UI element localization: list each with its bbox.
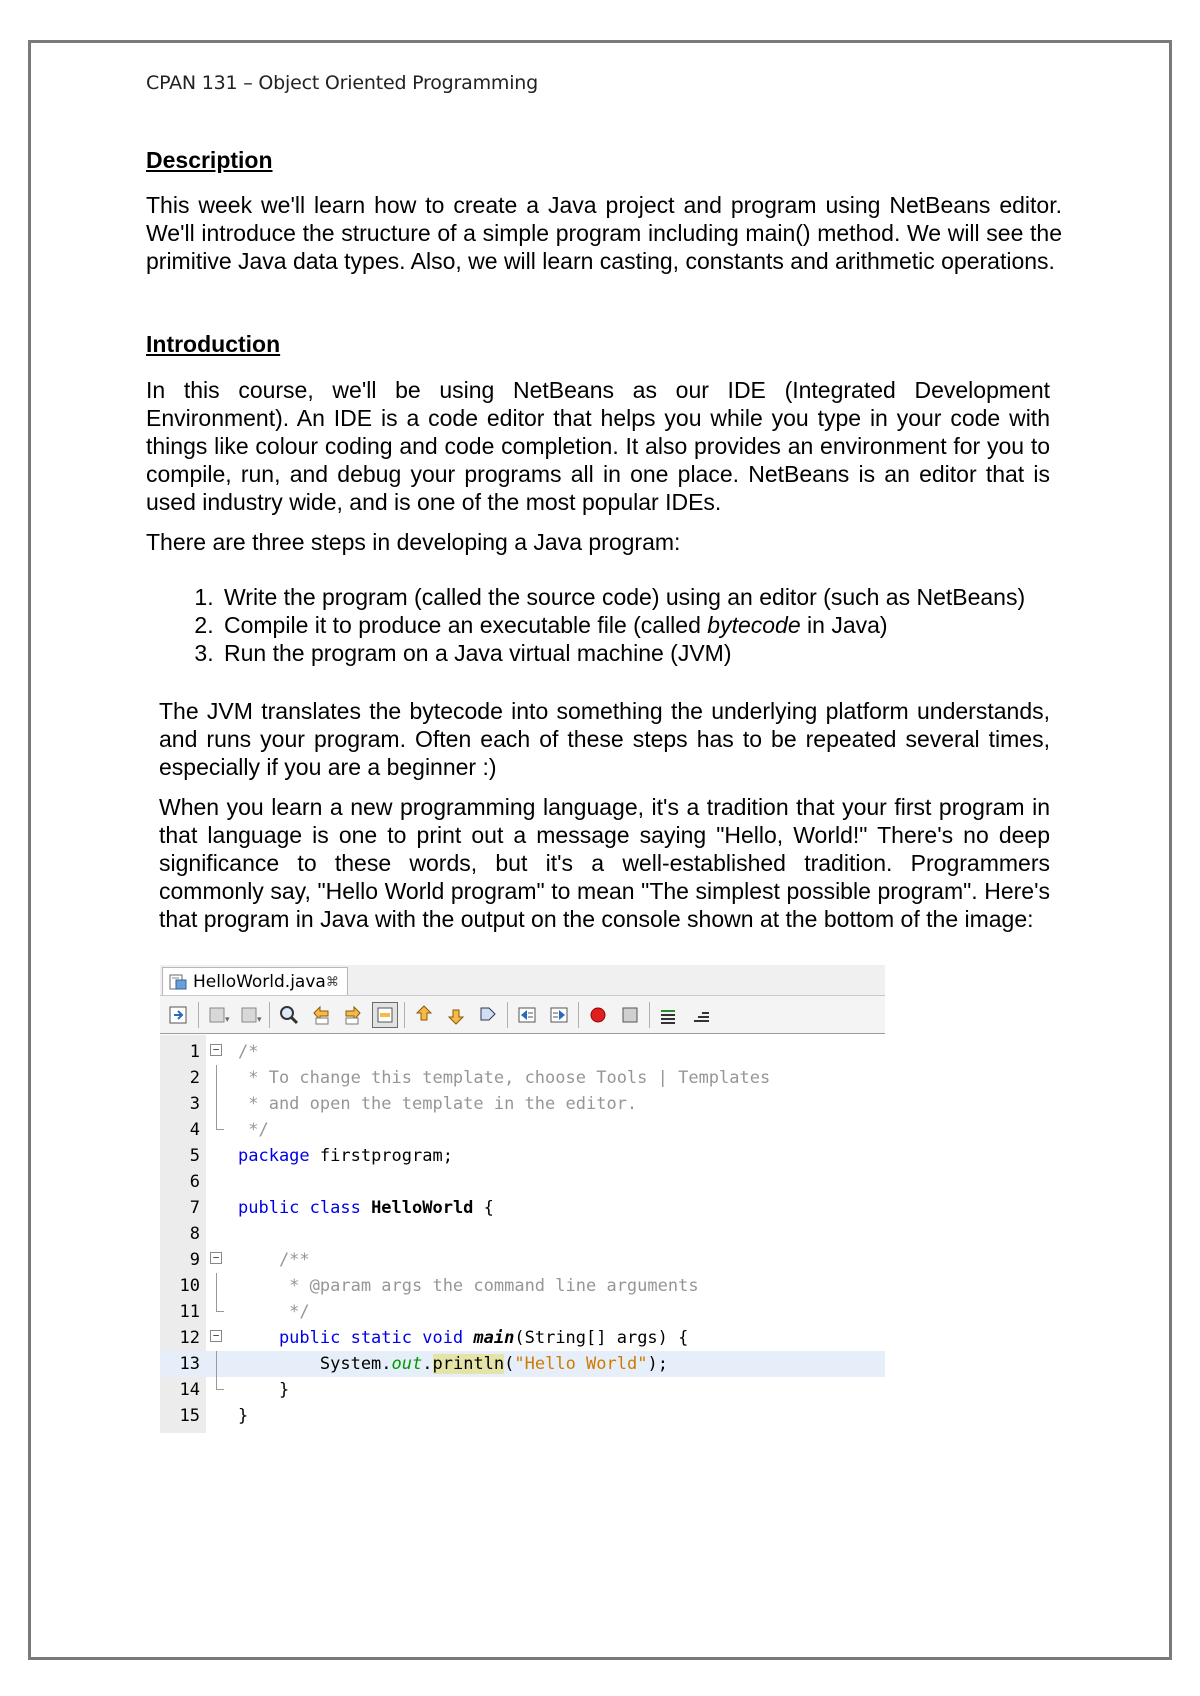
hello-world-paragraph	[159, 793, 1050, 933]
fold-collapse-icon[interactable]: −	[210, 1252, 222, 1264]
line-number: 1	[189, 1042, 200, 1062]
code-text: public static void main(String[] args) {	[238, 1328, 689, 1348]
list-item: 3. Run the program on a Java virtual machine (JVM)	[220, 639, 1150, 667]
line-number: 2	[189, 1068, 200, 1088]
line-number: 11	[179, 1302, 200, 1322]
code-editor[interactable]	[160, 1039, 885, 1429]
intro-text-1: In this course, we'll be using NetBeans as our IDE (Integrated Development Environment). An IDE is a code editor that helps you while you type in your code with things like colour coding and code completion. It also provides an environment for you to compile, run, and debug your programs all in one place. NetBeans is an editor that is used industry wide, and is one of the most popular IDEs.	[146, 377, 1050, 515]
code-line	[160, 1117, 885, 1143]
description-paragraph	[146, 191, 1062, 275]
shift-left-icon[interactable]	[514, 1002, 540, 1028]
toolbar-separator	[269, 1002, 270, 1028]
code-comment: */	[238, 1302, 310, 1322]
code-line	[160, 1221, 885, 1247]
toolbar-separator	[198, 1002, 199, 1028]
line-number: 15	[179, 1406, 200, 1426]
search-icon[interactable]	[276, 1002, 302, 1028]
code-line	[160, 1091, 885, 1117]
toolbar-separator	[404, 1002, 405, 1028]
line-number: 3	[189, 1094, 200, 1114]
java-file-icon	[169, 974, 187, 990]
line-number: 6	[189, 1172, 200, 1192]
fold-guide	[216, 1065, 217, 1091]
code-line	[160, 1325, 885, 1351]
code-line	[160, 1247, 885, 1273]
comment-icon[interactable]	[656, 1002, 682, 1028]
code-line	[160, 1195, 885, 1221]
code-comment: * To change this template, choose Tools | Templates	[238, 1068, 771, 1088]
code-comment: * @param args the command line arguments	[238, 1276, 699, 1296]
jvm-paragraph	[159, 697, 1050, 781]
code-line	[160, 1065, 885, 1091]
intro-text-2: There are three steps in developing a Java program:	[146, 529, 681, 555]
editor-tab[interactable]	[162, 967, 348, 995]
code-line	[160, 1377, 885, 1403]
fold-guide	[216, 1091, 217, 1117]
code-text: }	[238, 1406, 249, 1426]
stop-macro-icon[interactable]	[617, 1002, 643, 1028]
record-macro-icon[interactable]	[585, 1002, 611, 1028]
fold-guide	[216, 1117, 224, 1130]
svg-text:▾: ▾	[257, 1013, 262, 1024]
code-comment: /**	[238, 1250, 310, 1270]
close-icon[interactable]: ⌘	[325, 973, 339, 989]
description-heading: Description	[146, 147, 273, 173]
emphasis-bytecode: bytecode	[707, 612, 801, 638]
toolbar-separator	[507, 1002, 508, 1028]
fold-guide	[216, 1377, 224, 1390]
code-text: }	[238, 1380, 290, 1400]
page-header: CPAN 131 – Object Oriented Programming	[146, 72, 538, 94]
fold-collapse-icon[interactable]: −	[210, 1044, 222, 1056]
code-comment: * and open the template in the editor.	[238, 1094, 638, 1114]
intro-paragraph-1	[146, 376, 1050, 516]
code-line-current	[160, 1351, 885, 1377]
line-number: 13	[179, 1354, 200, 1374]
code-text: public class HelloWorld {	[238, 1198, 494, 1218]
tab-label: HelloWorld.java	[193, 971, 326, 992]
code-comment: */	[238, 1120, 269, 1140]
find-next-icon[interactable]	[340, 1002, 366, 1028]
editor-toolbar	[160, 996, 885, 1034]
toolbar-separator	[578, 1002, 579, 1028]
previous-bookmark-icon[interactable]	[411, 1002, 437, 1028]
svg-text:▾: ▾	[225, 1013, 230, 1024]
editor-tab-bar	[160, 965, 885, 996]
list-item: 1. Write the program (called the source code) using an editor (such as NetBeans)	[220, 583, 1150, 611]
uncomment-icon[interactable]	[688, 1002, 714, 1028]
steps-list	[176, 583, 1150, 667]
code-comment: /*	[238, 1042, 259, 1062]
code-line	[160, 1169, 885, 1195]
fold-guide	[216, 1351, 217, 1377]
shift-right-icon[interactable]	[546, 1002, 572, 1028]
code-line	[160, 1143, 885, 1169]
line-number: 7	[189, 1198, 200, 1218]
line-number: 9	[189, 1250, 200, 1270]
line-number: 12	[179, 1328, 200, 1348]
find-previous-icon[interactable]	[308, 1002, 334, 1028]
description-text: This week we'll learn how to create a Java project and program using NetBeans editor. We'll introduce the structure of a simple program including main() method. We will see the primitive Java data types. Also, we will learn casting, constants and arithmetic operations.	[146, 192, 1062, 274]
fold-guide	[216, 1273, 217, 1299]
toggle-highlight-icon[interactable]	[372, 1002, 398, 1028]
toggle-bookmark-icon[interactable]	[475, 1002, 501, 1028]
list-item: 2. Compile it to produce an executable file (called bytecode in Java)	[220, 611, 1150, 639]
intro-paragraph-2	[146, 528, 1050, 556]
code-line	[160, 1403, 885, 1429]
code-line	[160, 1039, 885, 1065]
next-bookmark-icon[interactable]	[443, 1002, 469, 1028]
forward-icon[interactable]	[237, 1002, 263, 1028]
code-text: System.out.println("Hello World");	[238, 1354, 668, 1374]
toolbar-separator	[649, 1002, 650, 1028]
fold-collapse-icon[interactable]: −	[210, 1330, 222, 1342]
jvm-text: The JVM translates the bytecode into something the underlying platform understands, and runs your program. Often each of these steps has to be repeated several times, especially if you are a beginner :)	[159, 698, 1050, 780]
introduction-heading: Introduction	[146, 331, 281, 357]
ide-screenshot	[160, 965, 885, 1433]
last-edit-icon[interactable]	[166, 1002, 192, 1028]
code-line	[160, 1299, 885, 1325]
code-line	[160, 1273, 885, 1299]
back-icon[interactable]	[205, 1002, 231, 1028]
code-text: package firstprogram;	[238, 1146, 453, 1166]
line-number: 5	[189, 1146, 200, 1166]
line-number: 14	[179, 1380, 200, 1400]
hello-world-text: When you learn a new programming language, it's a tradition that your first program in that language is one to print out a message saying "Hello, World!" There's no deep significance to these words, but it's a well-established tradition. Programmers commonly say, "Hello World program" to mean "The simplest possible program". Here's that program in Java with the output on the console shown at the bottom of the image:	[159, 794, 1050, 932]
line-number: 10	[179, 1276, 200, 1296]
line-number: 8	[189, 1224, 200, 1244]
fold-guide	[216, 1299, 224, 1312]
line-number: 4	[189, 1120, 200, 1140]
